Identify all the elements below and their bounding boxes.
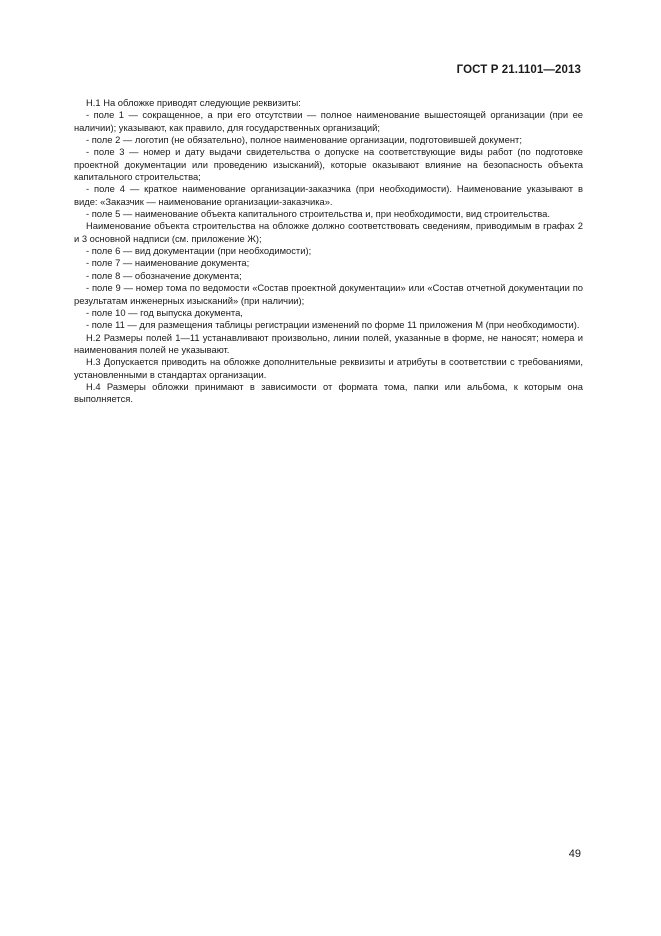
paragraph-n3: Н.3 Допускается приводить на обложке дополнительные реквизиты и атрибуты в соответствии с требованиями, установленными в стандартах организации. <box>74 356 583 380</box>
paragraph-field-5: - поле 5 — наименование объекта капитального строительства и, при необходимости, вид строительства. <box>86 208 550 220</box>
paragraph-field-9: - поле 9 — номер тома по ведомости «Состав проектной документации» или «Состав отчетной документации по результатам инженерных изысканий» (при наличии); <box>74 282 583 306</box>
paragraph-field-6: - поле 6 — вид документации (при необходимости); <box>86 245 312 257</box>
page-number: 49 <box>568 848 581 860</box>
paragraph-field-2: - поле 2 — логотип (не обязательно), полное наименование организации, подготовившей документ; <box>86 134 522 146</box>
paragraph-field-8: - поле 8 — обозначение документа; <box>86 269 242 281</box>
paragraph-object-name: Наименование объекта строительства на обложке должно соответствовать сведениям, приводимым в графах 2 и 3 основной надписи (см. приложение Ж); <box>74 220 583 244</box>
paragraph-field-4: - поле 4 — краткое наименование организации-заказчика (при необходимости). Наименование указывают в виде: «Заказчик — наименование организации-заказчика». <box>74 183 583 207</box>
paragraph-n2: Н.2 Размеры полей 1—11 устанавливают произвольно, линии полей, указанные в форме, не наносят; номера и наименования полей не указывают. <box>74 331 583 355</box>
paragraph-field-10: - поле 10 — год выпуска документа, <box>86 306 243 318</box>
document-body <box>74 97 583 406</box>
paragraph-n4: Н.4 Размеры обложки принимают в зависимости от формата тома, папки или альбома, к которым она выполняется. <box>74 380 583 405</box>
paragraph-field-11: - поле 11 — для размещения таблицы регистрации изменений по форме 11 приложения М (при необходимости). <box>86 319 580 331</box>
paragraph-field-7: - поле 7 — наименование документа; <box>86 257 250 269</box>
paragraph-n1-intro: Н.1 На обложке приводят следующие реквизиты: <box>86 97 301 108</box>
paragraph-field-3: - поле 3 — номер и дату выдачи свидетельства о допуске на соответствующие виды работ (по подготовке проектной документации или проведению изысканий), которые оказывают влияние на безопасность объекта капитального строительства; <box>74 146 583 183</box>
paragraph-field-1: - поле 1 — сокращенное, а при его отсутствии — полное наименование вышестоящей организации (при ее наличии); указывают, как правило, для государственных организаций; <box>74 109 583 133</box>
document-code-header: ГОСТ Р 21.1101—2013 <box>456 64 581 76</box>
